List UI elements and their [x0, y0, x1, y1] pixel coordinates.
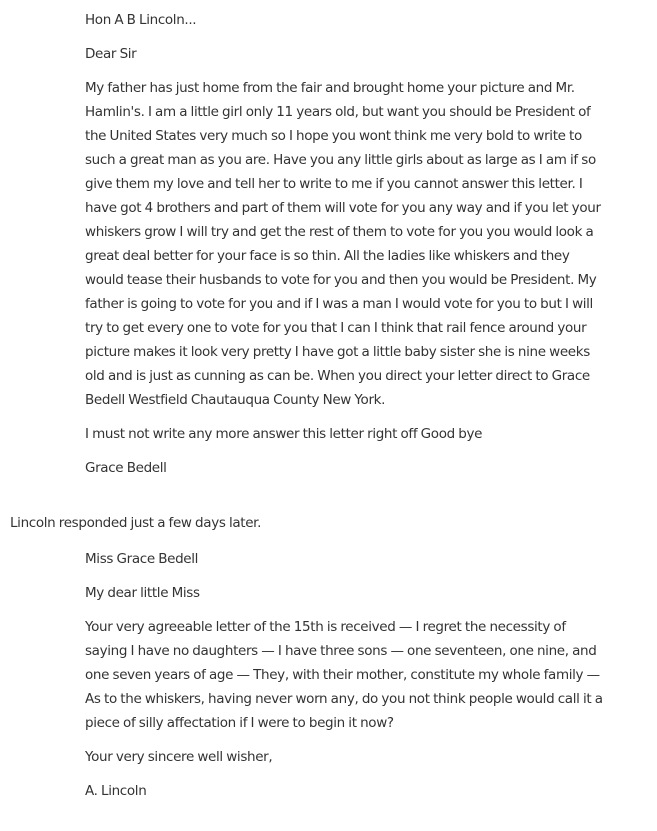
lincoln-reply-letter [85, 547, 603, 803]
letter-signature: Grace Bedell [85, 460, 167, 476]
letter-closing: I must not write any more answer this letter right off Good bye [85, 426, 483, 442]
interlude-text: Lincoln responded just a few days later. [10, 515, 262, 531]
reply-closing: Your very sincere well wisher, [85, 749, 273, 765]
letter-addressee: Hon A B Lincoln... [85, 12, 197, 28]
reply-greeting: My dear little Miss [85, 585, 200, 601]
reply-signature: A. Lincoln [85, 783, 147, 799]
letter-body: My father has just home from the fair and brought home your picture and Mr. Hamlin's. I am a little girl only 11 years old, but want you should be President of the United States very much so I hope you wont think me very bold to write to such a great man as you are. Have you any little girls about as large as I am if so give them my love and tell her to write to me if you cannot answer this letter. I have got 4 brothers and part of them will vote for you any way and if you let your whiskers grow I will try and get the rest of them to vote for you you would look a great deal better for your face is so thin. All the ladies like whiskers and they would tease their husbands to vote for you and then you would be President. My father is going to vote for you and if I was a man I would vote for you to but I will try to get every one to vote for you that I can I think that rail fence around your picture makes it look very pretty I have got a little baby sister she is nine weeks old and is just as cunning as can be. When you direct your letter direct to Grace Bedell Westfield Chautauqua County New York. [85, 80, 601, 408]
reply-body: Your very agreeable letter of the 15th is received — I regret the necessity of saying I have no daughters — I have three sons — one seventeen, one nine, and one seven years of age — They, with their mother, constitute my whole family — As to the whiskers, having never worn any, do you not think people would call it a piece of silly affectation if I were to begin it now? [85, 619, 603, 731]
grace-bedell-letter [85, 8, 603, 480]
reply-recipient: Miss Grace Bedell [85, 551, 199, 567]
letter-greeting: Dear Sir [85, 46, 137, 62]
